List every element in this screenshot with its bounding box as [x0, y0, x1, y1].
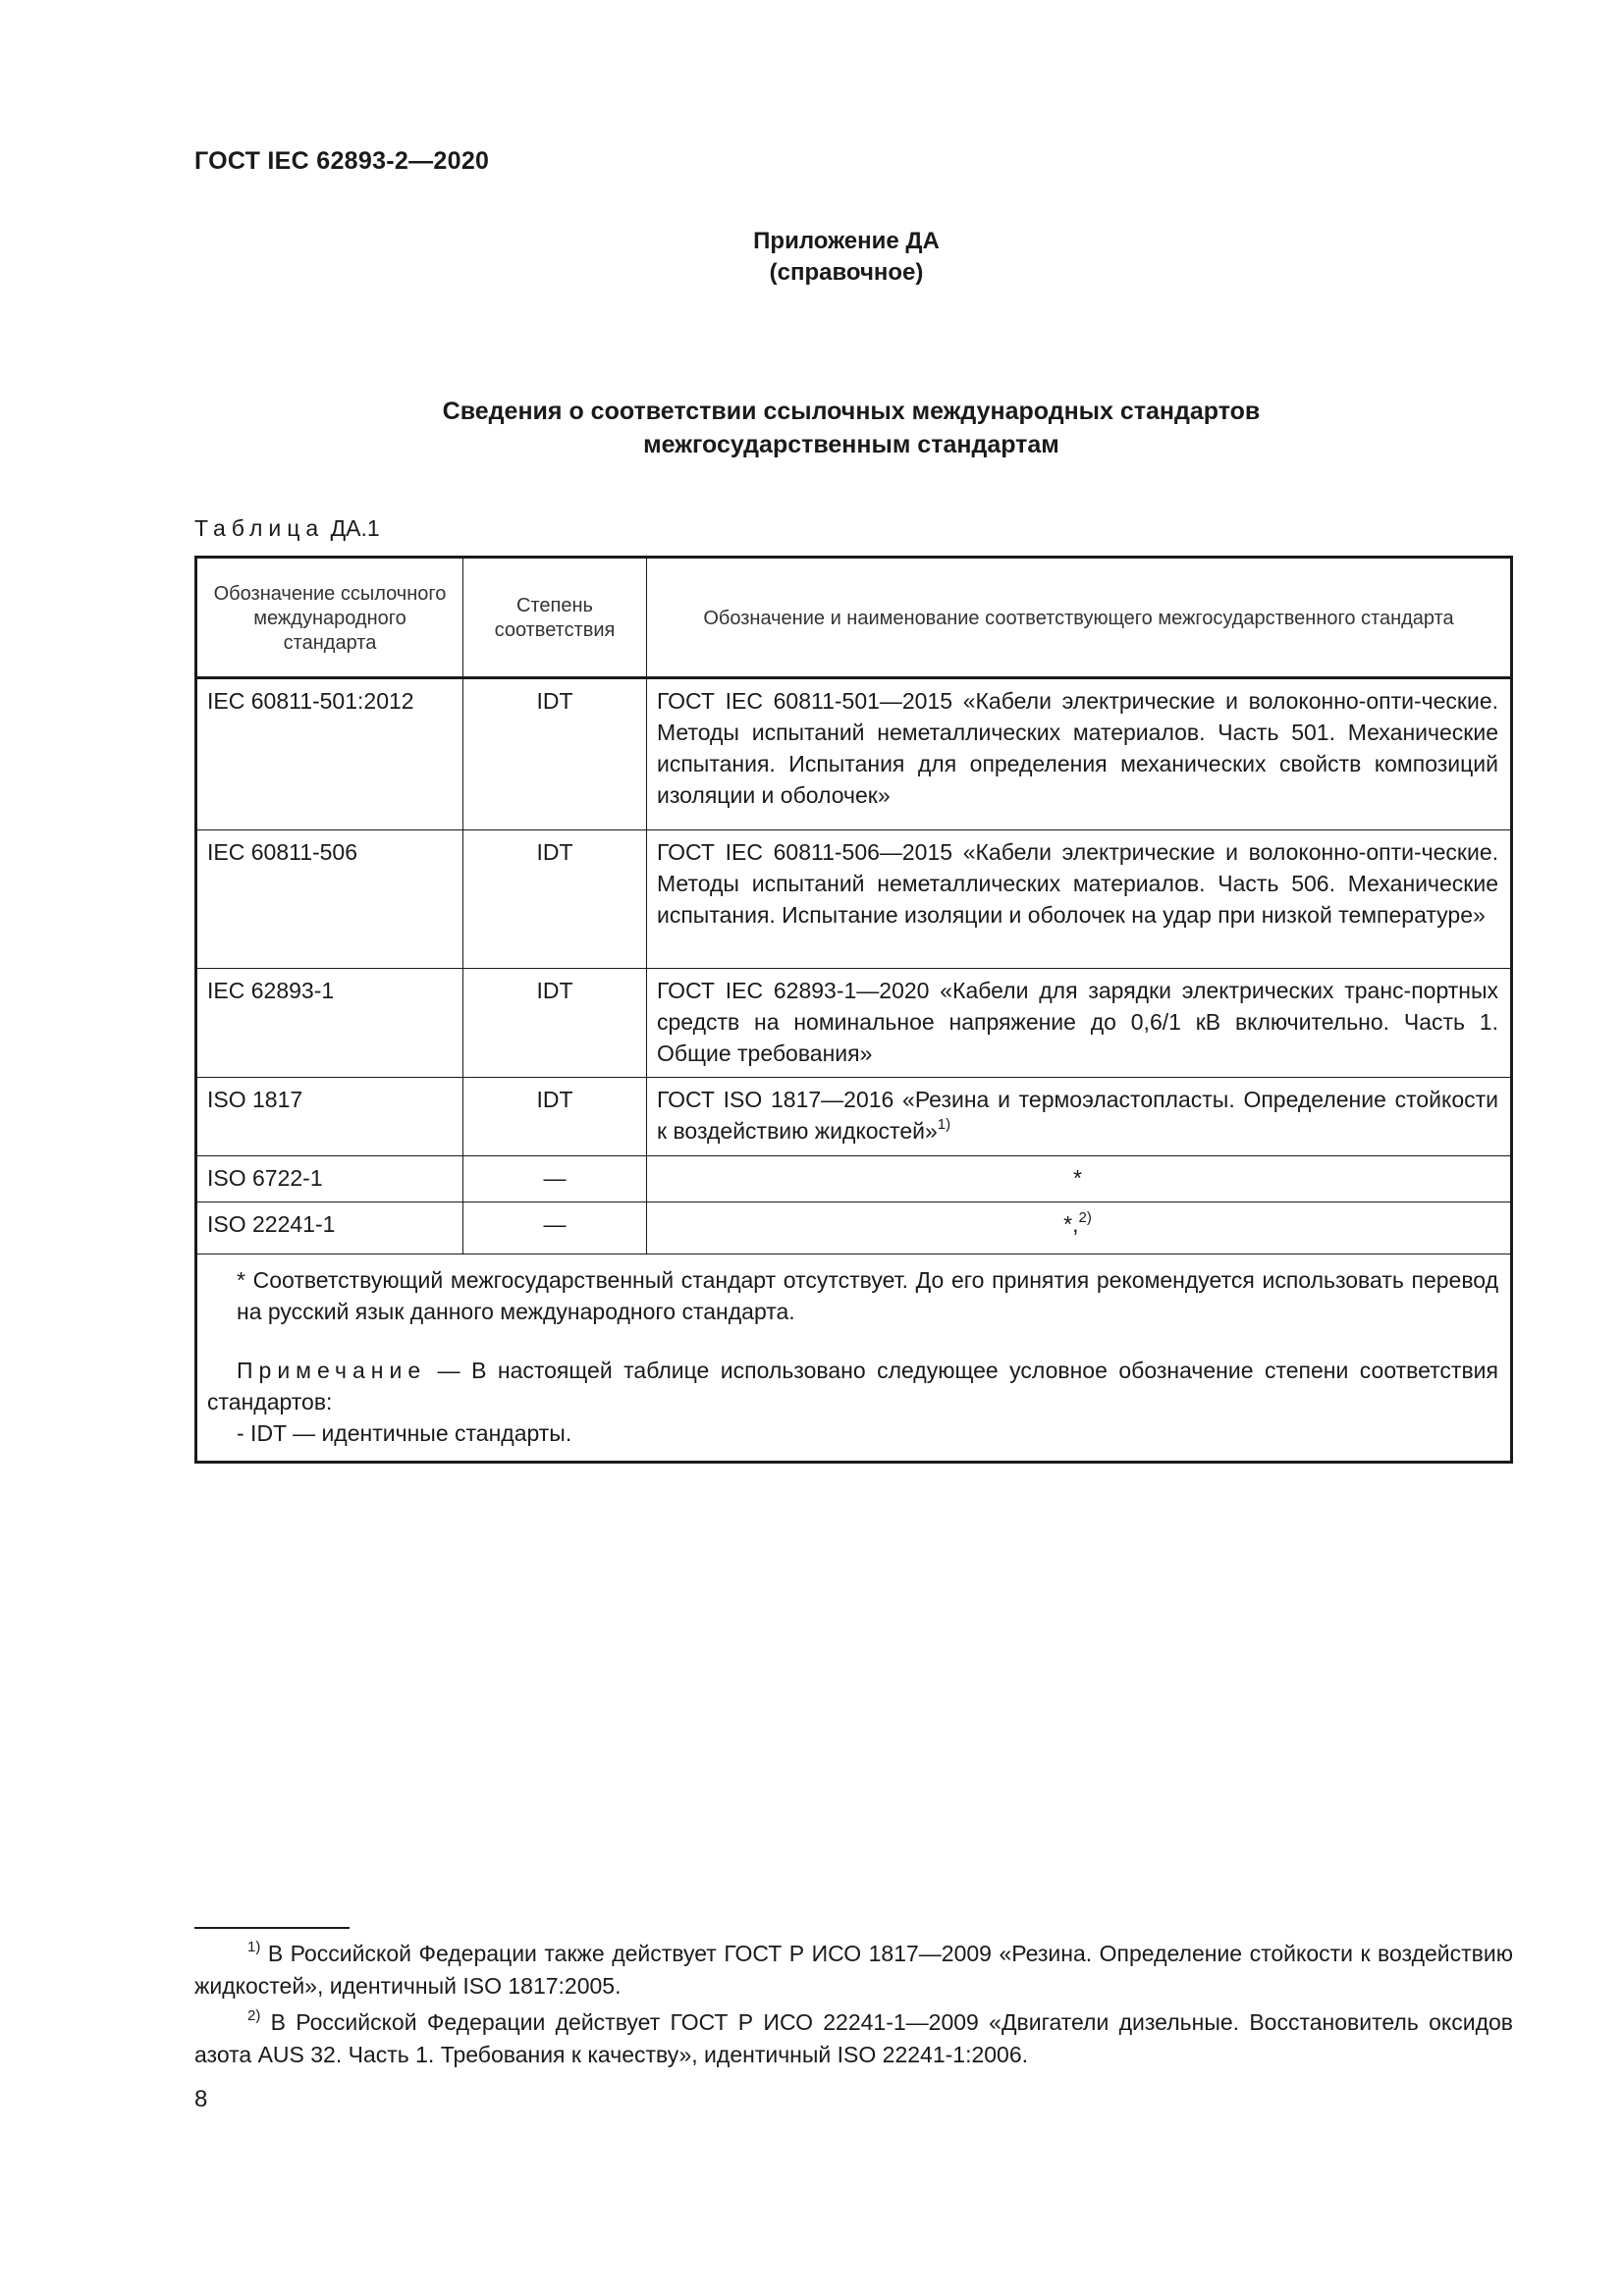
cell-gost: ГОСТ IEC 60811-506—2015 «Кабели электрические и волоконно-опти-ческие. Методы испытаний неметаллических материалов. Часть 506. Механические испытания. Испытание изоляции и оболочек на удар при низкой температуре»	[647, 830, 1512, 969]
footnote-ref-1: 1)	[937, 1116, 951, 1133]
cell-ref: IEC 60811-506	[196, 830, 463, 969]
header-degree: Степень соответствия	[463, 558, 647, 678]
cell-ref: IEC 62893-1	[196, 969, 463, 1078]
annex-subtitle: (справочное)	[769, 259, 924, 286]
cell-ref: ISO 1817	[196, 1078, 463, 1156]
cell-gost	[647, 1202, 1512, 1255]
cell-degree: IDT	[463, 830, 647, 969]
footnote-1	[194, 1938, 1513, 2002]
star-footnote: * Соответствующий межгосударственный стандарт отсутствует. До его принятия рекомендуется использовать перевод на русский язык данного международного стандарта.	[237, 1267, 1498, 1324]
standards-table	[194, 556, 1513, 1464]
gost-text: *,	[1063, 1211, 1079, 1237]
cell-gost	[647, 1078, 1512, 1156]
table-row	[196, 969, 1512, 1078]
footnote-divider	[194, 1927, 350, 1929]
table-caption-word: Таблица	[194, 515, 325, 541]
table-notes	[196, 1255, 1512, 1463]
table-row	[196, 1078, 1512, 1156]
table-row	[196, 1202, 1512, 1255]
table-row	[196, 1156, 1512, 1202]
gost-text: ГОСТ ISO 1817—2016 «Резина и термоэластопласты. Определение стойкости к воздействию жидкостей»	[657, 1087, 1498, 1144]
cell-ref: ISO 6722-1	[196, 1156, 463, 1202]
table-note	[207, 1355, 1498, 1417]
cell-degree: —	[463, 1202, 647, 1255]
section-title-line2: межгосударственным стандартам	[643, 431, 1059, 458]
footnote-1-mark: 1)	[247, 1939, 261, 1955]
table-caption	[194, 515, 380, 542]
section-title	[0, 395, 1624, 461]
cell-degree: IDT	[463, 678, 647, 830]
cell-gost: ГОСТ IEC 60811-501—2015 «Кабели электрические и волоконно-опти-ческие. Методы испытаний неметаллических материалов. Часть 501. Механические испытания. Испытания для определения механических свойств композиций изоляции и оболочек»	[647, 678, 1512, 830]
cell-degree: —	[463, 1156, 647, 1202]
table-row	[196, 678, 1512, 830]
table-notes-row	[196, 1255, 1512, 1463]
page-number: 8	[194, 2086, 208, 2112]
note-text: — В настоящей таблице использовано следующее условное обозначение степени соответствия стандартов:	[207, 1358, 1498, 1415]
cell-ref: ISO 22241-1	[196, 1202, 463, 1255]
footnote-1-text: В Российской Федерации также действует ГОСТ Р ИСО 1817—2009 «Резина. Определение стойкости к воздействию жидкостей», идентичный ISO 1817:2005.	[194, 1941, 1513, 1999]
footnote-2	[194, 2006, 1513, 2071]
footnote-2-mark: 2)	[247, 2007, 261, 2024]
section-title-line1: Сведения о соответствии ссылочных международных стандартов	[442, 398, 1261, 425]
cell-ref: IEC 60811-501:2012	[196, 678, 463, 830]
footnote-ref-2: 2)	[1078, 1209, 1092, 1226]
footnote-2-text: В Российской Федерации действует ГОСТ Р ИСО 22241-1—2009 «Двигатели дизельные. Восстановитель оксидов азота AUS 32. Часть 1. Требования к качеству», идентичный ISO 22241-1:2006.	[194, 2009, 1513, 2067]
table-caption-number: ДА.1	[330, 515, 380, 541]
annex-title: Приложение ДА	[753, 228, 940, 254]
table-header-row	[196, 558, 1512, 678]
note-label: Примечание	[237, 1358, 427, 1383]
table-row	[196, 830, 1512, 969]
document-header: ГОСТ IEC 62893-2—2020	[194, 147, 490, 175]
cell-degree: IDT	[463, 1078, 647, 1156]
cell-gost: *	[647, 1156, 1512, 1202]
cell-gost: ГОСТ IEC 62893-1—2020 «Кабели для зарядки электрических транс-портных средств на номинальное напряжение до 0,6/1 кВ включительно. Часть 1. Общие требования»	[647, 969, 1512, 1078]
header-gost-standard: Обозначение и наименование соответствующего межгосударственного стандарта	[647, 558, 1512, 678]
note-item: - IDT — идентичные стандарты.	[237, 1420, 572, 1446]
header-ref-standard: Обозначение ссылочного международного стандарта	[196, 558, 463, 678]
cell-degree: IDT	[463, 969, 647, 1078]
annex-heading	[0, 226, 1624, 289]
